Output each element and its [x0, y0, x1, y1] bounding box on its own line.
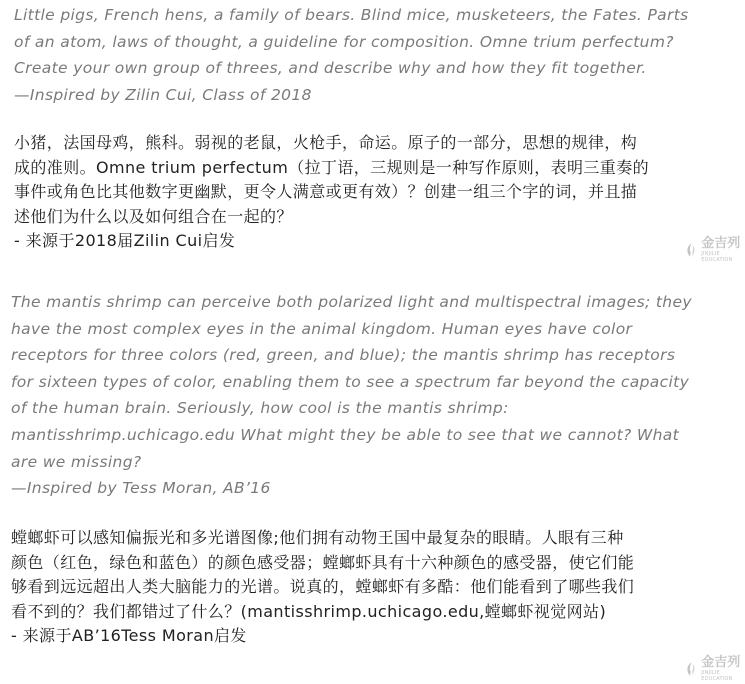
prompt-2-translation-attribution: - 来源于AB’16Tess Moran启发	[11, 626, 247, 645]
prompt-1-quote-line: of an atom, laws of thought, a guideline for composition. Omne trium perfectum?	[14, 32, 674, 51]
prompt-2-quote-line: for sixteen types of color, enabling them to see a spectrum far beyond the capacity	[11, 372, 690, 391]
watermark-logo	[684, 237, 745, 263]
prompt-2-translation-line: 够看到远远超出人类大脑能力的光谱。说真的，螳螂虾有多酷：他们能看到了哪些我们	[11, 577, 635, 596]
prompt-1-translation-line: 事件或角色比其他数字更幽默，更令人满意或更有效）？创建一组三个字的词，并且描	[14, 182, 638, 201]
watermark-subtext: JINJILIE EDUCATION	[701, 670, 733, 682]
prompt-1-english-quote	[14, 2, 745, 108]
prompt-2-quote-line: have the most complex eyes in the animal kingdom. Human eyes have color	[11, 319, 633, 338]
prompt-2-quote-line: are we missing?	[11, 452, 142, 471]
prompt-2-quote-line: mantisshrimp.uchicago.edu What might they be able to see that we cannot? What	[11, 425, 680, 444]
prompt-2-quote-line: The mantis shrimp can perceive both polarized light and multispectral images; they	[11, 293, 692, 311]
prompt-2-translation-line: 看不到的？我们都错过了什么？(mantisshrimp.uchicago.edu,螳螂虾视觉网站)	[11, 601, 607, 621]
prompt-2-translation-line: 颜色（红色，绿色和蓝色）的颜色感受器；螳螂虾具有十六种颜色的感受器，使它们能	[11, 552, 635, 572]
prompt-1-translation-line: 述他们为什么以及如何组合在一起的？	[14, 206, 293, 226]
jinjilie-logo-icon	[684, 660, 699, 678]
prompt-2-attribution: —Inspired by Tess Moran, AB’16	[11, 479, 271, 498]
prompt-2-translation-line: 螳螂虾可以感知偏振光和多光谱图像;他们拥有动物王国中最复杂的眼睛。人眼有三种	[11, 528, 624, 547]
prompt-2-chinese-translation	[11, 526, 745, 649]
watermark-logo	[684, 656, 745, 682]
prompt-2-quote-line: receptors for three colors (red, green, and blue); the mantis shrimp has receptors	[11, 346, 676, 365]
prompt-2-quote-line: of the human brain. Seriously, how cool is the mantis shrimp:	[11, 399, 509, 418]
prompt-1-attribution: —Inspired by Zilin Cui, Class of 2018	[14, 85, 312, 104]
watermark-text: 金吉列	[701, 655, 741, 670]
prompt-1-translation-attribution: - 来源于2018届Zilin Cui启发	[14, 231, 236, 250]
prompt-2-english-quote	[11, 289, 745, 502]
prompt-1-quote-line: Create your own group of threes, and describe why and how they fit together.	[14, 59, 647, 78]
prompt-1-translation-line: 成的准则。Omne trium perfectum（拉丁语，三规则是一种写作原则，表明三重奏的	[14, 157, 650, 177]
prompt-1-translation-line: 小猪，法国母鸡，熊科。弱视的老鼠，火枪手，命运。原子的一部分，思想的规律，构	[14, 133, 638, 152]
prompt-1-quote-line: Little pigs, French hens, a family of bears. Blind mice, musketeers, the Fates. Parts	[14, 6, 689, 24]
watermark-text: 金吉列	[701, 236, 741, 251]
watermark-subtext: JINJILIE EDUCATION	[701, 251, 733, 263]
prompt-1-chinese-translation	[14, 131, 745, 254]
jinjilie-logo-icon	[684, 241, 699, 259]
